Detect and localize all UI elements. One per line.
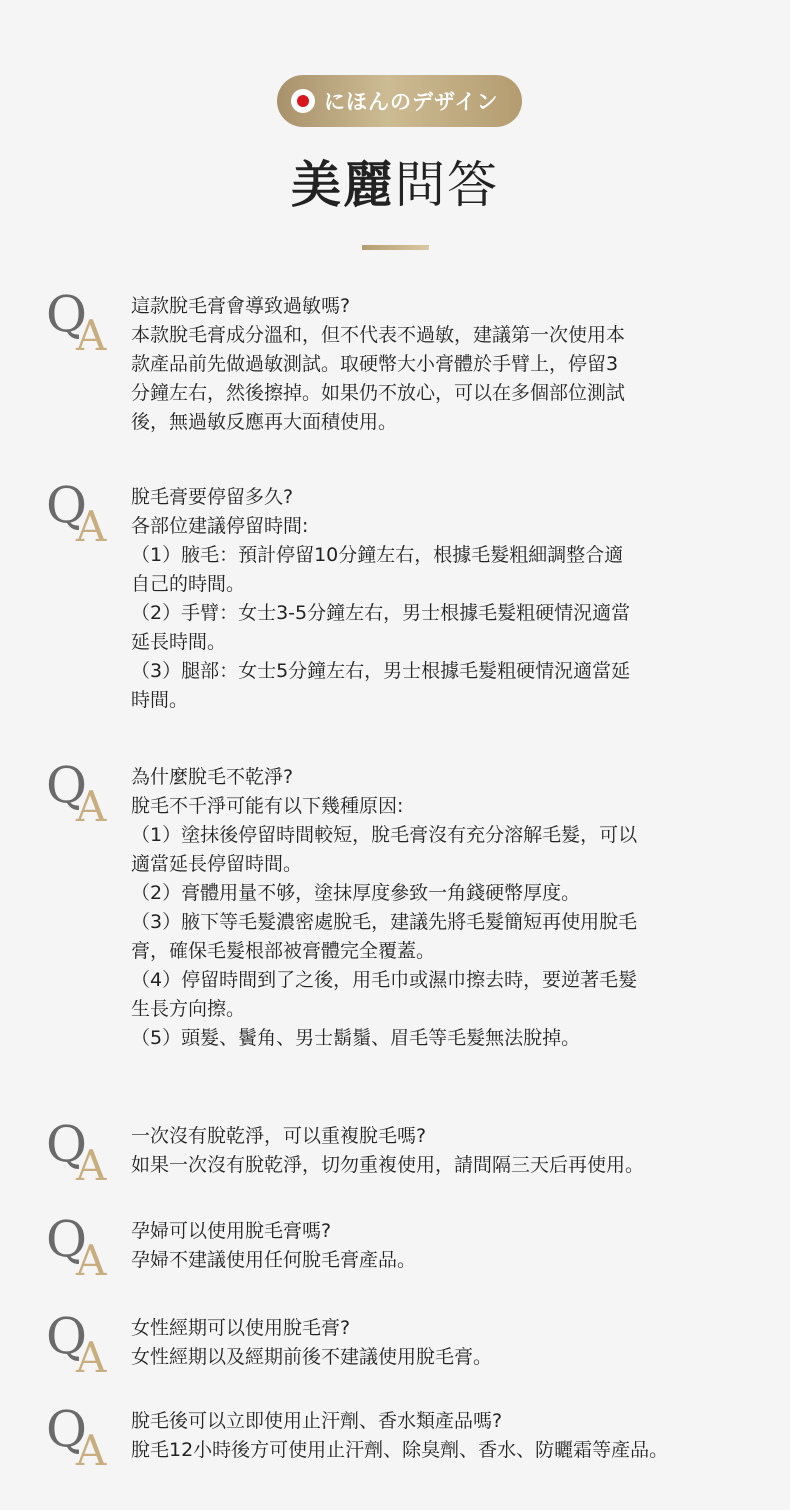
answer-line: （2）膏體用量不够，塗抹厚度參致一角錢硬幣厚度。 bbox=[131, 882, 581, 904]
title-bold: 美麗 bbox=[291, 156, 395, 214]
a-letter-icon: A bbox=[76, 1141, 107, 1190]
page-title bbox=[0, 152, 790, 218]
japan-flag-icon bbox=[291, 89, 315, 113]
question: 孕婦可以使用脫毛膏嗎? bbox=[131, 1220, 332, 1242]
badge-label: にほんのデザイン bbox=[324, 90, 499, 114]
qa-icon bbox=[46, 756, 116, 831]
answer-line: （2）手臂：女士3-5分鐘左右，男士根據毛髮粗硬情況適當 bbox=[131, 602, 631, 624]
answer-line: 膏，確保毛髮根部被膏體完全覆蓋。 bbox=[131, 940, 436, 962]
qa-icon bbox=[46, 1115, 116, 1190]
answer-line: （5）頭髮、鬢角、男士鬍鬚、眉毛等毛髮無法脫掉。 bbox=[131, 1027, 581, 1049]
answer-line: （3）腿部：女士5分鐘左右，男士根據毛髮粗硬情況適當延 bbox=[131, 660, 631, 682]
question: 脫毛後可以立即使用止汗劑、香水類產品嗎? bbox=[131, 1410, 503, 1432]
a-letter-icon: A bbox=[76, 502, 107, 551]
answer-line: 後，無過敏反應再大面積使用。 bbox=[131, 411, 398, 433]
qa-text bbox=[131, 1122, 771, 1180]
q-letter-icon: Q bbox=[46, 285, 87, 343]
qa-text bbox=[131, 483, 771, 715]
qa-text bbox=[131, 1217, 771, 1275]
answer-line: 本款脫毛膏成分溫和，但不代表不過敏，建議第一次使用本 bbox=[131, 324, 626, 346]
qa-text bbox=[131, 763, 771, 1053]
answer-line: 自己的時間。 bbox=[131, 573, 246, 595]
answer-line: （4）停留時間到了之後，用毛巾或濕巾擦去時，要逆著毛髮 bbox=[131, 969, 638, 991]
qa-icon bbox=[46, 1400, 116, 1475]
answer-line: 適當延長停留時間。 bbox=[131, 853, 303, 875]
answer-line: 延長時間。 bbox=[131, 631, 227, 653]
answer-line: （3）腋下等毛髮濃密處脫毛，建議先將毛髮簡短再使用脫毛 bbox=[131, 911, 638, 933]
question: 這款脫毛膏會導致過敏嗎? bbox=[131, 295, 351, 317]
title-divider bbox=[362, 245, 429, 250]
answer-line: 時間。 bbox=[131, 689, 189, 711]
qa-text bbox=[131, 1407, 771, 1465]
answer-line: 分鐘左右，然後擦掉。如果仍不放心，可以在多個部位測試 bbox=[131, 382, 626, 404]
question: 一次沒有脫乾淨，可以重複脫毛嗎? bbox=[131, 1125, 427, 1147]
qa-icon bbox=[46, 285, 116, 360]
answer-line: 脫毛12小時後方可使用止汗劑、除臭劑、香水、防曬霜等產品。 bbox=[131, 1439, 669, 1461]
answer-line: 女性經期以及經期前後不建議使用脫毛膏。 bbox=[131, 1346, 493, 1368]
q-letter-icon: Q bbox=[46, 1400, 87, 1458]
question: 脫毛膏要停留多久? bbox=[131, 486, 294, 508]
q-letter-icon: Q bbox=[46, 476, 87, 534]
a-letter-icon: A bbox=[76, 311, 107, 360]
qa-text bbox=[131, 292, 771, 437]
answer-line: 脫毛不千淨可能有以下幾種原因: bbox=[131, 795, 404, 817]
a-letter-icon: A bbox=[76, 1333, 107, 1382]
a-letter-icon: A bbox=[76, 1426, 107, 1475]
q-letter-icon: Q bbox=[46, 1115, 87, 1173]
q-letter-icon: Q bbox=[46, 756, 87, 814]
q-letter-icon: Q bbox=[46, 1307, 87, 1365]
answer-line: 如果一次沒有脫乾淨，切勿重複使用，請間隔三天后再使用。 bbox=[131, 1154, 645, 1176]
question: 女性經期可以使用脫毛膏? bbox=[131, 1317, 351, 1339]
q-letter-icon: Q bbox=[46, 1210, 87, 1268]
answer-line: （1）腋毛：預計停留10分鐘左右，根據毛髮粗細調整合適 bbox=[131, 544, 624, 566]
qa-icon bbox=[46, 1307, 116, 1382]
answer-line: （1）塗抹後停留時間較短，脫毛膏沒有充分溶解毛髮，可以 bbox=[131, 824, 638, 846]
title-light: 問答 bbox=[395, 156, 499, 214]
question: 為什麼脫毛不乾淨? bbox=[131, 766, 294, 788]
qa-text bbox=[131, 1314, 771, 1372]
answer-line: 款產品前先做過敏測試。取硬幣大小膏體於手臂上，停留3 bbox=[131, 353, 619, 375]
qa-icon bbox=[46, 476, 116, 551]
answer-line: 生長方向擦。 bbox=[131, 998, 246, 1020]
a-letter-icon: A bbox=[76, 782, 107, 831]
qa-icon bbox=[46, 1210, 116, 1285]
brand-badge bbox=[277, 75, 522, 127]
a-letter-icon: A bbox=[76, 1236, 107, 1285]
answer-line: 各部位建議停留時間: bbox=[131, 515, 309, 537]
answer-line: 孕婦不建議使用任何脫毛膏產品。 bbox=[131, 1249, 417, 1271]
